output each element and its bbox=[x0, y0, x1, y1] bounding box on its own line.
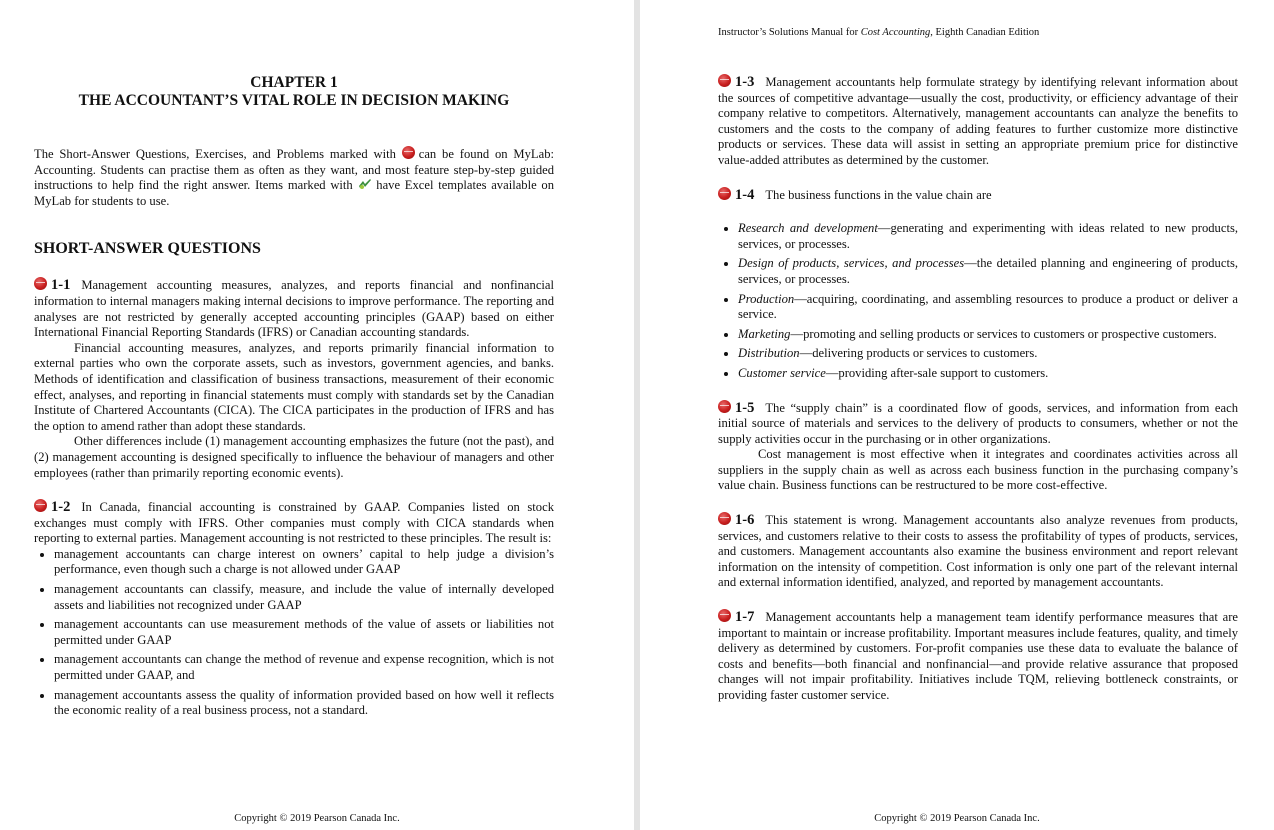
question-1-2 bbox=[34, 499, 554, 547]
mylab-icon bbox=[34, 277, 47, 290]
function-desc: —promoting and selling products or services to customers or prospective customers. bbox=[790, 326, 1217, 341]
running-header bbox=[718, 27, 1039, 38]
list-item bbox=[738, 256, 1238, 287]
intro-paragraph bbox=[34, 146, 554, 209]
function-term: Distribution bbox=[738, 346, 800, 361]
function-term: Customer service bbox=[738, 365, 826, 380]
answer-paragraph: Cost management is most effective when it integrates and coordinates activities across all suppliers in the supply chain as well as across each business function in the purchasing company’s value chain. Business functions can be restructured to be more cost-effective. bbox=[718, 447, 1238, 493]
header-edition: , Eighth Canadian Edition bbox=[930, 27, 1040, 38]
mylab-icon bbox=[718, 74, 731, 87]
function-desc: —acquiring, coordinating, and assembling resources to produce a product or deliver a service. bbox=[738, 291, 1238, 322]
function-term: Production bbox=[738, 291, 795, 306]
intro-text-c: have Excel templates available on MyLab for students to use. bbox=[34, 178, 555, 208]
answer-text: Management accounting measures, analyzes, and reports financial and nonfinancial information to internal managers making internal decisions to improve performance. The reporting and analyses are not restricted by generally accepted accounting principles (GAAP) based on either International Financial Reporting Standards (IFRS) or Canadian accounting standards. bbox=[34, 278, 554, 340]
question-number: 1-2 bbox=[51, 499, 71, 516]
right-page bbox=[640, 0, 1274, 830]
intro-text-a: The Short-Answer Questions, Exercises, and Problems marked with bbox=[34, 147, 396, 161]
list-item bbox=[738, 346, 1238, 362]
value-chain-list bbox=[718, 221, 1238, 381]
mylab-icon bbox=[718, 512, 731, 525]
function-desc: —delivering products or services to customers. bbox=[799, 346, 1038, 361]
question-number: 1-5 bbox=[735, 399, 755, 416]
answer-text: In Canada, financial accounting is constrained by GAAP. Companies listed on stock exchanges must comply with IFRS. Other companies must comply with CICA standards when reporting to external parties. Management accounting is not restricted to these principles. The result is: bbox=[34, 500, 554, 546]
answer-paragraph: Financial accounting measures, analyzes, and reports primarily financial information to external parties who own the corporate assets, such as investors, government agencies, and banks. Methods of identification and classification of business transactions, measurement of their economic effect, analyses, and reporting in financial statements must comply with standards set by the Canadian Institute of Chartered Accountants (CICA). The CICA participates in the production of IFRS and has the option to amend rather than adopt these standards. bbox=[34, 340, 554, 433]
list-item bbox=[738, 366, 1238, 382]
page-footer: Copyright © 2019 Pearson Canada Inc. bbox=[234, 813, 400, 824]
question-1-3 bbox=[718, 74, 1238, 169]
chapter-heading bbox=[34, 74, 554, 110]
function-term: Marketing bbox=[738, 326, 791, 341]
chapter-number: CHAPTER 1 bbox=[250, 74, 338, 91]
header-text: Instructor’s Solutions Manual for bbox=[718, 27, 861, 38]
question-number: 1-6 bbox=[735, 512, 755, 529]
answer-text: The business functions in the value chain are bbox=[765, 187, 992, 202]
question-1-7 bbox=[718, 609, 1238, 704]
excel-icon bbox=[358, 178, 372, 190]
answer-text: This statement is wrong. Management accountants also analyze revenues from products, services, and customers relative to their costs to assess the profitability of types of products, services, and customers. Management accountants also examine the business environment and report relevant information on the intensity of competition. Cost information is only one part of the relevant internal and external information identified, analyzed, and reported by management accountants. bbox=[718, 513, 1238, 590]
answer-text: The “supply chain” is a coordinated flow of goods, services, and information from each initial source of materials and services to the delivery of products to consumers, whether or not the supply activities occur in the purchasing or in other organizations. bbox=[718, 400, 1238, 446]
list-item: • management accountants can charge interest on owners’ capital to help judge a division’s performance, even though such a charge is not allowed under GAAP bbox=[54, 547, 554, 578]
mylab-icon bbox=[718, 187, 731, 200]
mylab-icon bbox=[34, 499, 47, 512]
question-number: 1-3 bbox=[735, 74, 755, 90]
intro-text-b: can be found on MyLab: Accounting. Students can practise them as often as they want, and most feature step-by-step guided instructions to help find the right answer. Items marked with bbox=[34, 147, 554, 193]
chapter-title: THE ACCOUNTANT’S VITAL ROLE IN DECISION MAKING bbox=[78, 92, 510, 109]
left-page bbox=[0, 0, 634, 830]
function-desc: —the detailed planning and engineering of products, services, or processes. bbox=[738, 256, 1238, 286]
function-desc: —providing after-sale support to customers. bbox=[825, 365, 1049, 380]
question-number: 1-1 bbox=[51, 277, 71, 294]
function-term: Research and development bbox=[738, 221, 878, 236]
mylab-icon bbox=[402, 146, 415, 159]
header-book-title: Cost Accounting bbox=[860, 27, 931, 38]
list-item bbox=[738, 221, 1238, 252]
answer-text: Management accountants help formulate strategy by identifying relevant information about the sources of competitive advantage—usually the cost, productivity, or efficiency advantage of their company relative to competitors. Alternatively, management accountants can analyze the benefits to customers and the costs to the company of adding features to further customize more distinctive products or services. These data will assist in setting an appropriate premium price for distinctive value-added attributes as determined by the customer. bbox=[718, 75, 1238, 167]
mylab-icon bbox=[718, 400, 731, 413]
question-number: 1-4 bbox=[735, 186, 755, 203]
question-1-1 bbox=[34, 277, 554, 340]
question-1-4 bbox=[718, 187, 1238, 204]
list-item: • management accountants can use measurement methods of the value of assets or liabilities not permitted under GAAP bbox=[54, 617, 554, 648]
list-item: • management accountants can classify, measure, and include the value of internally developed assets and liabilities not recognized under GAAP bbox=[54, 582, 554, 613]
mylab-icon bbox=[718, 609, 731, 622]
question-number: 1-7 bbox=[735, 609, 755, 626]
question-1-5 bbox=[718, 400, 1238, 448]
question-1-6 bbox=[718, 512, 1238, 591]
page-footer: Copyright © 2019 Pearson Canada Inc. bbox=[874, 813, 1040, 824]
function-term: Design of products, services, and processes bbox=[738, 256, 965, 271]
list-item bbox=[738, 327, 1238, 343]
list-item: • management accountants assess the quality of information provided based on how well it reflects the economic reality of a real business process, not a standard. bbox=[54, 688, 554, 719]
list-item: • management accountants can change the method of revenue and expense recognition, which is not permitted under GAAP, and bbox=[54, 652, 554, 683]
gaap-bullet-list bbox=[34, 547, 554, 719]
answer-paragraph: Other differences include (1) management accounting emphasizes the future (not the past), and (2) management accounting is designed specifically to influence the behaviour of managers and other employees (rather than primarily reporting economic events). bbox=[34, 434, 554, 480]
section-heading: SHORT-ANSWER QUESTIONS bbox=[34, 240, 261, 258]
list-item bbox=[738, 292, 1238, 323]
function-desc: —generating and experimenting with ideas related to new products, services, or processes. bbox=[738, 221, 1238, 251]
answer-text: Management accountants help a management team identify performance measures that are important to maintain or increase profitability. Important measures include features, quality, and timely delivery as determined by customers. For-profit companies use these data to evaluate the balance of costs and benefits—both financial and nonfinancial—and provide relative assurance that proposed changes will not impair profitability. Initiatives include TQM, relieving bottleneck constraints, or providing faster customer service. bbox=[718, 610, 1238, 702]
